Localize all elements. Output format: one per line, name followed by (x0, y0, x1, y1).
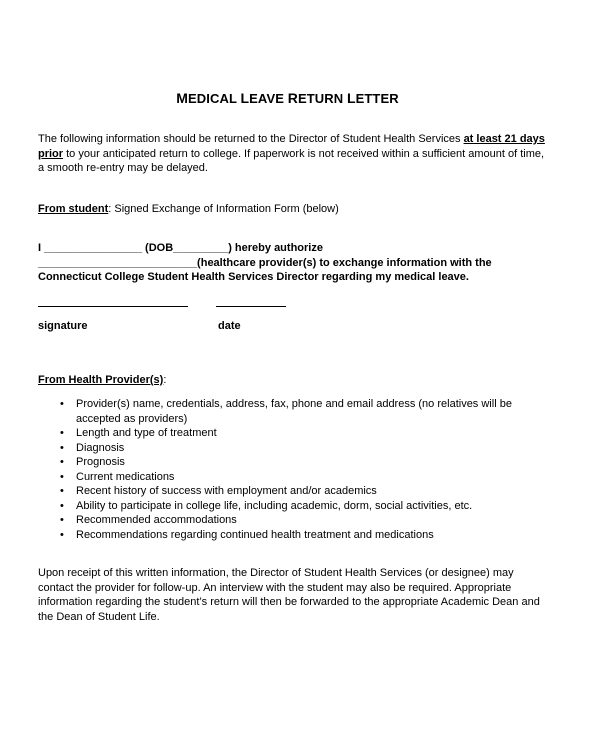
list-item: • Ability to participate in college life, including academic, dorm, social activities, etc. (60, 499, 473, 512)
list-item: • Prognosis (60, 456, 125, 468)
deadline-emphasis: at least 21 days prior (38, 133, 545, 160)
signature-label: signature (38, 320, 88, 332)
list-item: • Diagnosis (60, 441, 125, 454)
date-line (216, 306, 286, 307)
list-item: • Recommended accommodations (60, 514, 237, 526)
from-provider-heading: From Health Provider(s): (38, 374, 167, 386)
bullet-icon: • (60, 514, 64, 526)
list-item: • Provider(s) name, credentials, address, fax, phone and email address (no relatives will be accepted as providers) (60, 398, 512, 425)
list-item: • Recent history of success with employment and/or academics (60, 485, 377, 497)
bullet-icon: • (60, 485, 64, 497)
page-title: MEDICAL LEAVE RETURN LETTER (176, 90, 399, 106)
signature-line (38, 306, 188, 307)
bullet-icon: • (60, 441, 64, 454)
provider-info-list (38, 397, 538, 542)
bullet-icon: • (60, 398, 64, 410)
from-student-label: From student (38, 203, 109, 215)
bullet-icon: • (60, 499, 64, 512)
list-item: • Length and type of treatment (60, 427, 217, 439)
bullet-icon: • (60, 427, 64, 439)
authorization-statement: I ________________ (DOB_________) hereby authorize __________________________(healthcare provider(s) to exchange information with the Connecticut College Student Health Services Director regarding my medical leave. (38, 242, 492, 283)
bullet-icon: • (60, 456, 64, 468)
from-student-line: From student: Signed Exchange of Information Form (below) (38, 203, 339, 215)
date-label: date (218, 320, 241, 332)
bullet-icon: • (60, 528, 64, 541)
closing-paragraph: Upon receipt of this written information, the Director of Student Health Services (or designee) may contact the provider for follow-up. An interview with the student may also be required. Appropriate information regarding the student’s return will then be forwarded to the appropriate Academic Dean and the Dean of Student Life. (38, 567, 540, 623)
bullet-icon: • (60, 470, 64, 483)
intro-paragraph: The following information should be returned to the Director of Student Health Services at least 21 days prior to your anticipated return to college. If paperwork is not received within a sufficient amount of time, a smooth re-entry may be delayed. (38, 133, 545, 174)
list-item: • Current medications (60, 470, 175, 483)
list-item: • Recommendations regarding continued health treatment and medications (60, 528, 434, 541)
